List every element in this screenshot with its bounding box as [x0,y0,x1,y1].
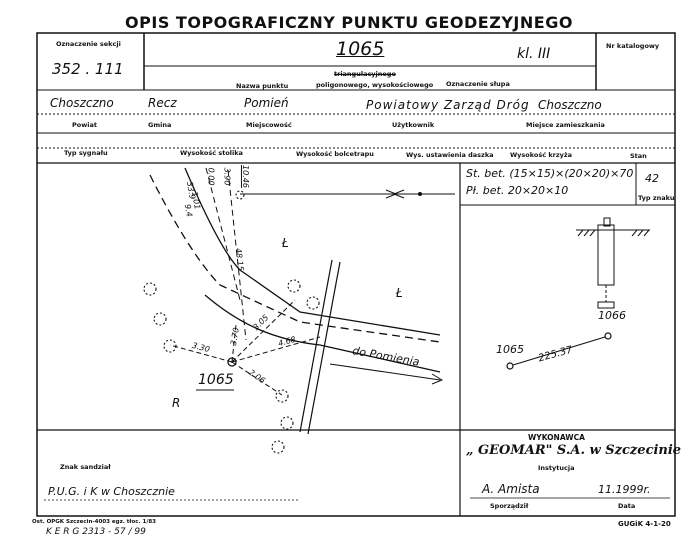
institution-label: Instytucja [538,464,575,472]
land-label-r: R [172,396,181,410]
user-value: Powiatowy Zarząd Dróg [366,98,530,112]
distance-label: 48.15 [233,247,246,272]
catalog-number-label: Nr katalogowy [606,42,660,50]
prepared-by-label: Sporządził [490,502,529,510]
distance-label: 1.01 [189,190,202,211]
distance-label: 4.68 [277,334,297,349]
pillar-label: Oznaczenie słupa [446,80,510,88]
table-height-label: Wysokość stolika [180,149,243,157]
kerg-number: K E R G 2313 - 57 / 99 [46,527,146,537]
date-label: Data [618,502,636,510]
commune-value: Recz [148,96,177,110]
distance-label: 3.90 [222,167,232,186]
mark-type-label: Typ znaku [638,194,675,202]
section-label: Oznaczenie sekcji [56,40,121,48]
district-value: Choszczno [50,96,114,110]
point-name-label: Nazwa punktu [236,82,289,90]
point-type-poligon: poligonowego, wysokościowego [316,81,434,89]
contractor-label: WYKONAWCA [528,433,585,442]
neighbor-point-label: 1066 [598,309,626,322]
distance-label: 2.06 [247,367,267,386]
cross-height-label: Wysokość krzyża [510,151,573,159]
signal-type-label: Typ sygnału [64,149,108,157]
distance-label: 9.4 [182,203,194,218]
this-point-label: 1065 [496,343,524,356]
prepared-by-value: A. Amista [482,482,540,496]
residence-label: Miejsce zamieszkania [526,121,605,129]
point-label-1065: 1065 [198,372,234,388]
form-title: OPIS TOPOGRAFICZNY PUNKTU GEODEZYJNEGO [125,13,573,32]
commune-label: Gmina [148,121,172,129]
mark-type-value: 42 [645,172,659,185]
contractor-name: „ GEOMAR" S.A. w Szczecinie [466,443,682,458]
target-height-label: Wysokość bolcetrapu [296,150,374,158]
land-label-1: Ł [282,236,289,250]
land-label-2: Ł [396,286,403,300]
roof-height-label: Wys. ustawienia daszka [406,151,494,159]
point-number: 1065 [336,38,385,60]
user-label: Użytkownik [392,121,435,129]
pillar-spec: St. bet. (15×15)×(20×20)×70 [466,167,634,180]
neighbor-distance-label: 225.37 [537,344,574,365]
plate-spec: Pł. bet. 20×20×10 [466,184,569,197]
section-value: 352 . 111 [52,60,124,78]
point-type-triangulation: triangulacyjnego [334,70,396,78]
residence-value: Choszczno [538,98,602,112]
distance-label: 33.9 [184,180,197,201]
distance-label: 3.30 [191,340,211,355]
mark-ref-value: P.U.G. i K w Choszcznie [48,485,175,498]
locality-value: Pomień [244,96,289,110]
distance-label: 10.46 [240,165,250,188]
to-pomien-label: do Pomienia [351,344,421,369]
form-code: GUGiK 4-1-20 [618,520,671,528]
distance-label: 3.05 [251,313,271,332]
print-note: Ost. OPGK Szczecin-4003 egz. tłoc. 1/83 [32,519,156,525]
district-label: Powiat [72,121,97,129]
date-value: 11.1999r. [598,483,651,496]
locality-label: Miejscowość [246,121,292,129]
distance-label: 3.70 [228,326,241,347]
distance-label: 0.00 [206,167,216,186]
mark-ref-label: Znak sandział [60,463,111,471]
point-class: kl. III [517,46,551,62]
state-label: Stan [630,152,647,160]
